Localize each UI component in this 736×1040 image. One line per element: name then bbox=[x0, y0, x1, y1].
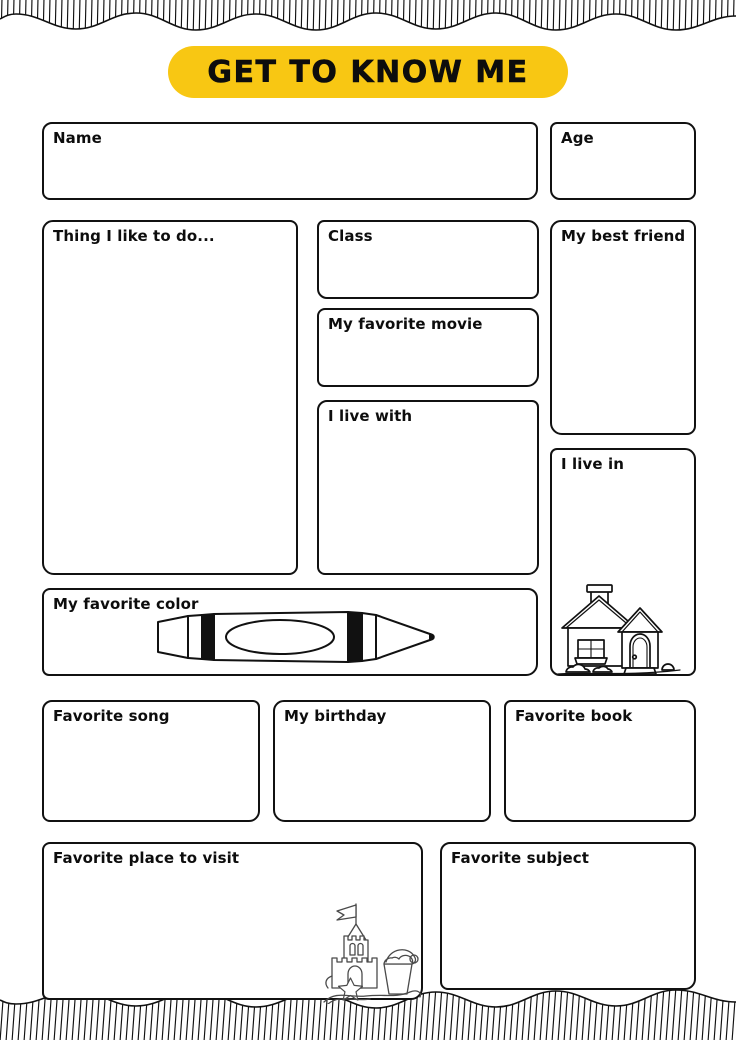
field-label-i-live-in: I live in bbox=[561, 455, 624, 473]
field-favorite-place-to-visit[interactable] bbox=[42, 842, 423, 1000]
field-label-name: Name bbox=[53, 129, 102, 147]
top-border-decoration bbox=[0, 0, 736, 40]
field-label-i-live-with: I live with bbox=[328, 407, 413, 425]
field-favorite-book[interactable] bbox=[504, 700, 696, 822]
field-i-live-with[interactable] bbox=[317, 400, 539, 575]
field-my-birthday[interactable] bbox=[273, 700, 491, 822]
field-label-class: Class bbox=[328, 227, 373, 245]
field-label-thing-i-like-to-do: Thing I like to do... bbox=[53, 227, 215, 245]
field-label-my-birthday: My birthday bbox=[284, 707, 387, 725]
field-label-my-best-friend: My best friend bbox=[561, 227, 686, 245]
field-label-favorite-song: Favorite song bbox=[53, 707, 170, 725]
field-class[interactable] bbox=[317, 220, 539, 299]
field-my-favorite-movie[interactable] bbox=[317, 308, 539, 387]
field-label-favorite-place-to-visit: Favorite place to visit bbox=[53, 849, 240, 867]
field-label-my-favorite-color: My favorite color bbox=[53, 595, 199, 613]
field-label-my-favorite-movie: My favorite movie bbox=[328, 315, 483, 333]
field-age[interactable] bbox=[550, 122, 696, 200]
field-thing-i-like-to-do[interactable] bbox=[42, 220, 298, 575]
field-label-age: Age bbox=[561, 129, 594, 147]
page-title: GET TO KNOW ME bbox=[207, 54, 529, 90]
page-title-banner bbox=[168, 46, 568, 98]
field-name[interactable] bbox=[42, 122, 538, 200]
field-favorite-subject[interactable] bbox=[440, 842, 696, 990]
field-i-live-in[interactable] bbox=[550, 448, 696, 676]
field-my-best-friend[interactable] bbox=[550, 220, 696, 435]
field-label-favorite-subject: Favorite subject bbox=[451, 849, 589, 867]
field-label-favorite-book: Favorite book bbox=[515, 707, 633, 725]
field-favorite-song[interactable] bbox=[42, 700, 260, 822]
field-my-favorite-color[interactable] bbox=[42, 588, 538, 676]
